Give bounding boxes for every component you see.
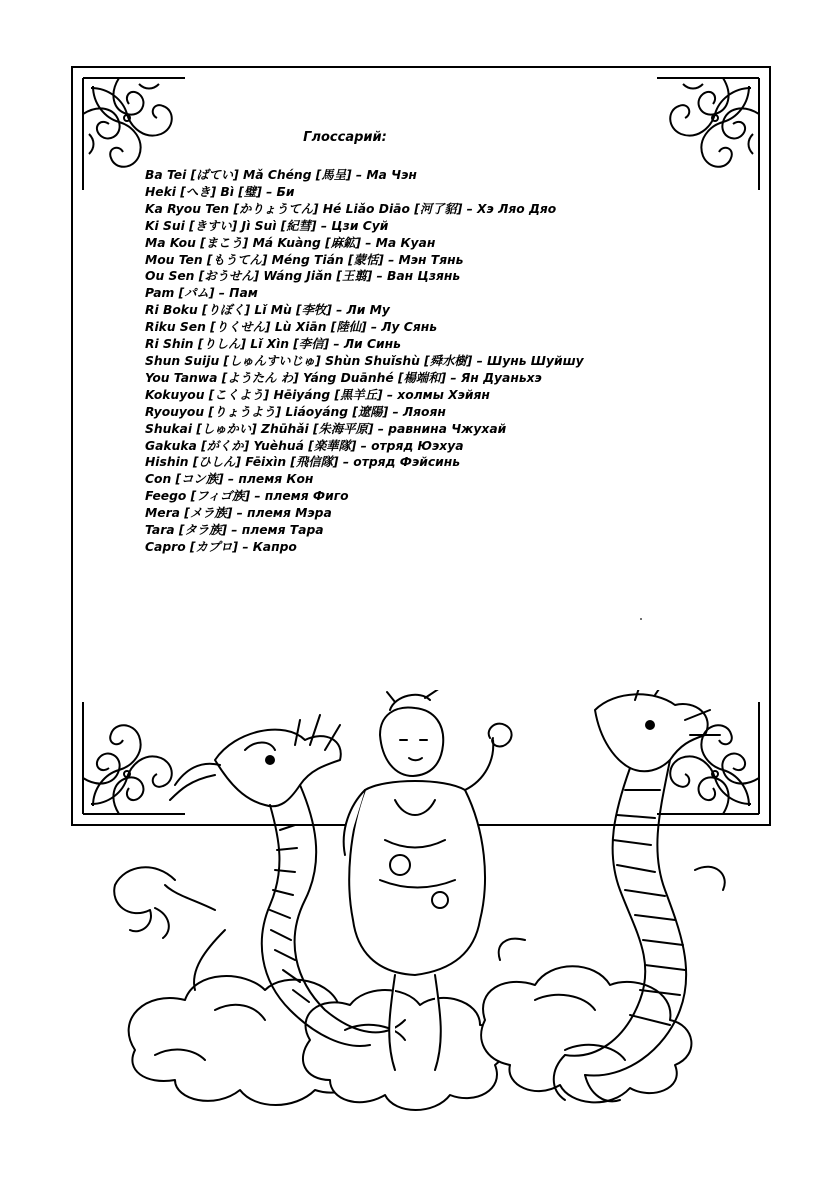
glossary-entry: Riku Sen [りくせん] Lù Xiān [陸仙] – Лу Сянь: [145, 320, 437, 335]
glossary-entry: Ou Sen [おうせん] Wáng Jiǎn [王翦] – Ван Цзянь: [145, 269, 461, 284]
glossary-entry: Con [コン族] – племя Кон: [145, 472, 314, 487]
glossary-entry-list: [145, 167, 665, 556]
glossary-entry: Shun Suiju [しゅんすいじゅ] Shùn Shuǐshù [舜水樹] – Шунь Шуйшу: [145, 353, 584, 368]
glossary-entry: Mou Ten [もうてん] Méng Tián [蒙恬] – Мэн Тянь: [145, 252, 464, 267]
cloud-bank: [129, 966, 692, 1110]
glossary-entry: Ryouyou [りょうよう] Liáoyáng [遼陽] – Ляоян: [145, 404, 446, 419]
glossary-entry: Ba Tei [ばてい] Mǎ Chéng [馬呈] – Ма Чэн: [145, 168, 417, 182]
glossary-entry: Kokuyou [こくよう] Hēiyáng [黒羊丘] – холмы Хэйян: [145, 387, 490, 402]
cloud-scroll-ornament-icon: [653, 74, 763, 194]
glossary-title: Глоссарий:: [303, 130, 387, 145]
glossary-entry: Ka Ryou Ten [かりょうてん] Hé Liǎo Diāo [河了貂] – Хэ Ляо Дяо: [145, 201, 557, 216]
glossary-entry: Pam [パム] – Пам: [145, 286, 258, 301]
glossary-entry: Shukai [しゅかい] Zhūhǎi [朱海平原] – равнина Чжухай: [145, 421, 507, 436]
glossary-entry: Heki [へき] Bì [璧] – Би: [145, 184, 295, 199]
glossary-entry: Gakuka [がくか] Yuèhuá [楽華隊] – отряд Юэхуа: [145, 438, 464, 453]
glossary-entry: Hishin [ひしん] Fēixìn [飛信隊] – отряд Фэйсинь: [145, 455, 461, 470]
glossary-entry: Capro [カプロ] – Капро: [145, 539, 297, 554]
glossary-entry: Ki Sui [きすい] Jì Suì [紀彗] – Цзи Суй: [145, 218, 389, 233]
glossary-entry: Tara [タラ族] – племя Тара: [145, 523, 324, 538]
glossary: [145, 130, 665, 556]
glossary-entry: Ri Boku [りぼく] Lǐ Mù [李牧] – Ли Му: [145, 303, 390, 318]
ink-speck: [640, 618, 642, 620]
glossary-entry: Mera [メラ族] – племя Мэра: [145, 506, 332, 521]
glossary-entry: You Tanwa [ようたん わ] Yáng Duānhé [楊端和] – Ян Дуаньхэ: [145, 370, 542, 385]
glossary-entry: Ma Kou [まこう] Má Kuàng [麻鉱] – Ма Куан: [145, 235, 436, 250]
glossary-entry: Feego [フィゴ族] – племя Фиго: [145, 489, 349, 504]
glossary-entry: Ri Shin [りしん] Lǐ Xìn [李信] – Ли Синь: [145, 337, 401, 352]
boy-riding-dragons-on-clouds-illustration: [95, 690, 735, 1140]
